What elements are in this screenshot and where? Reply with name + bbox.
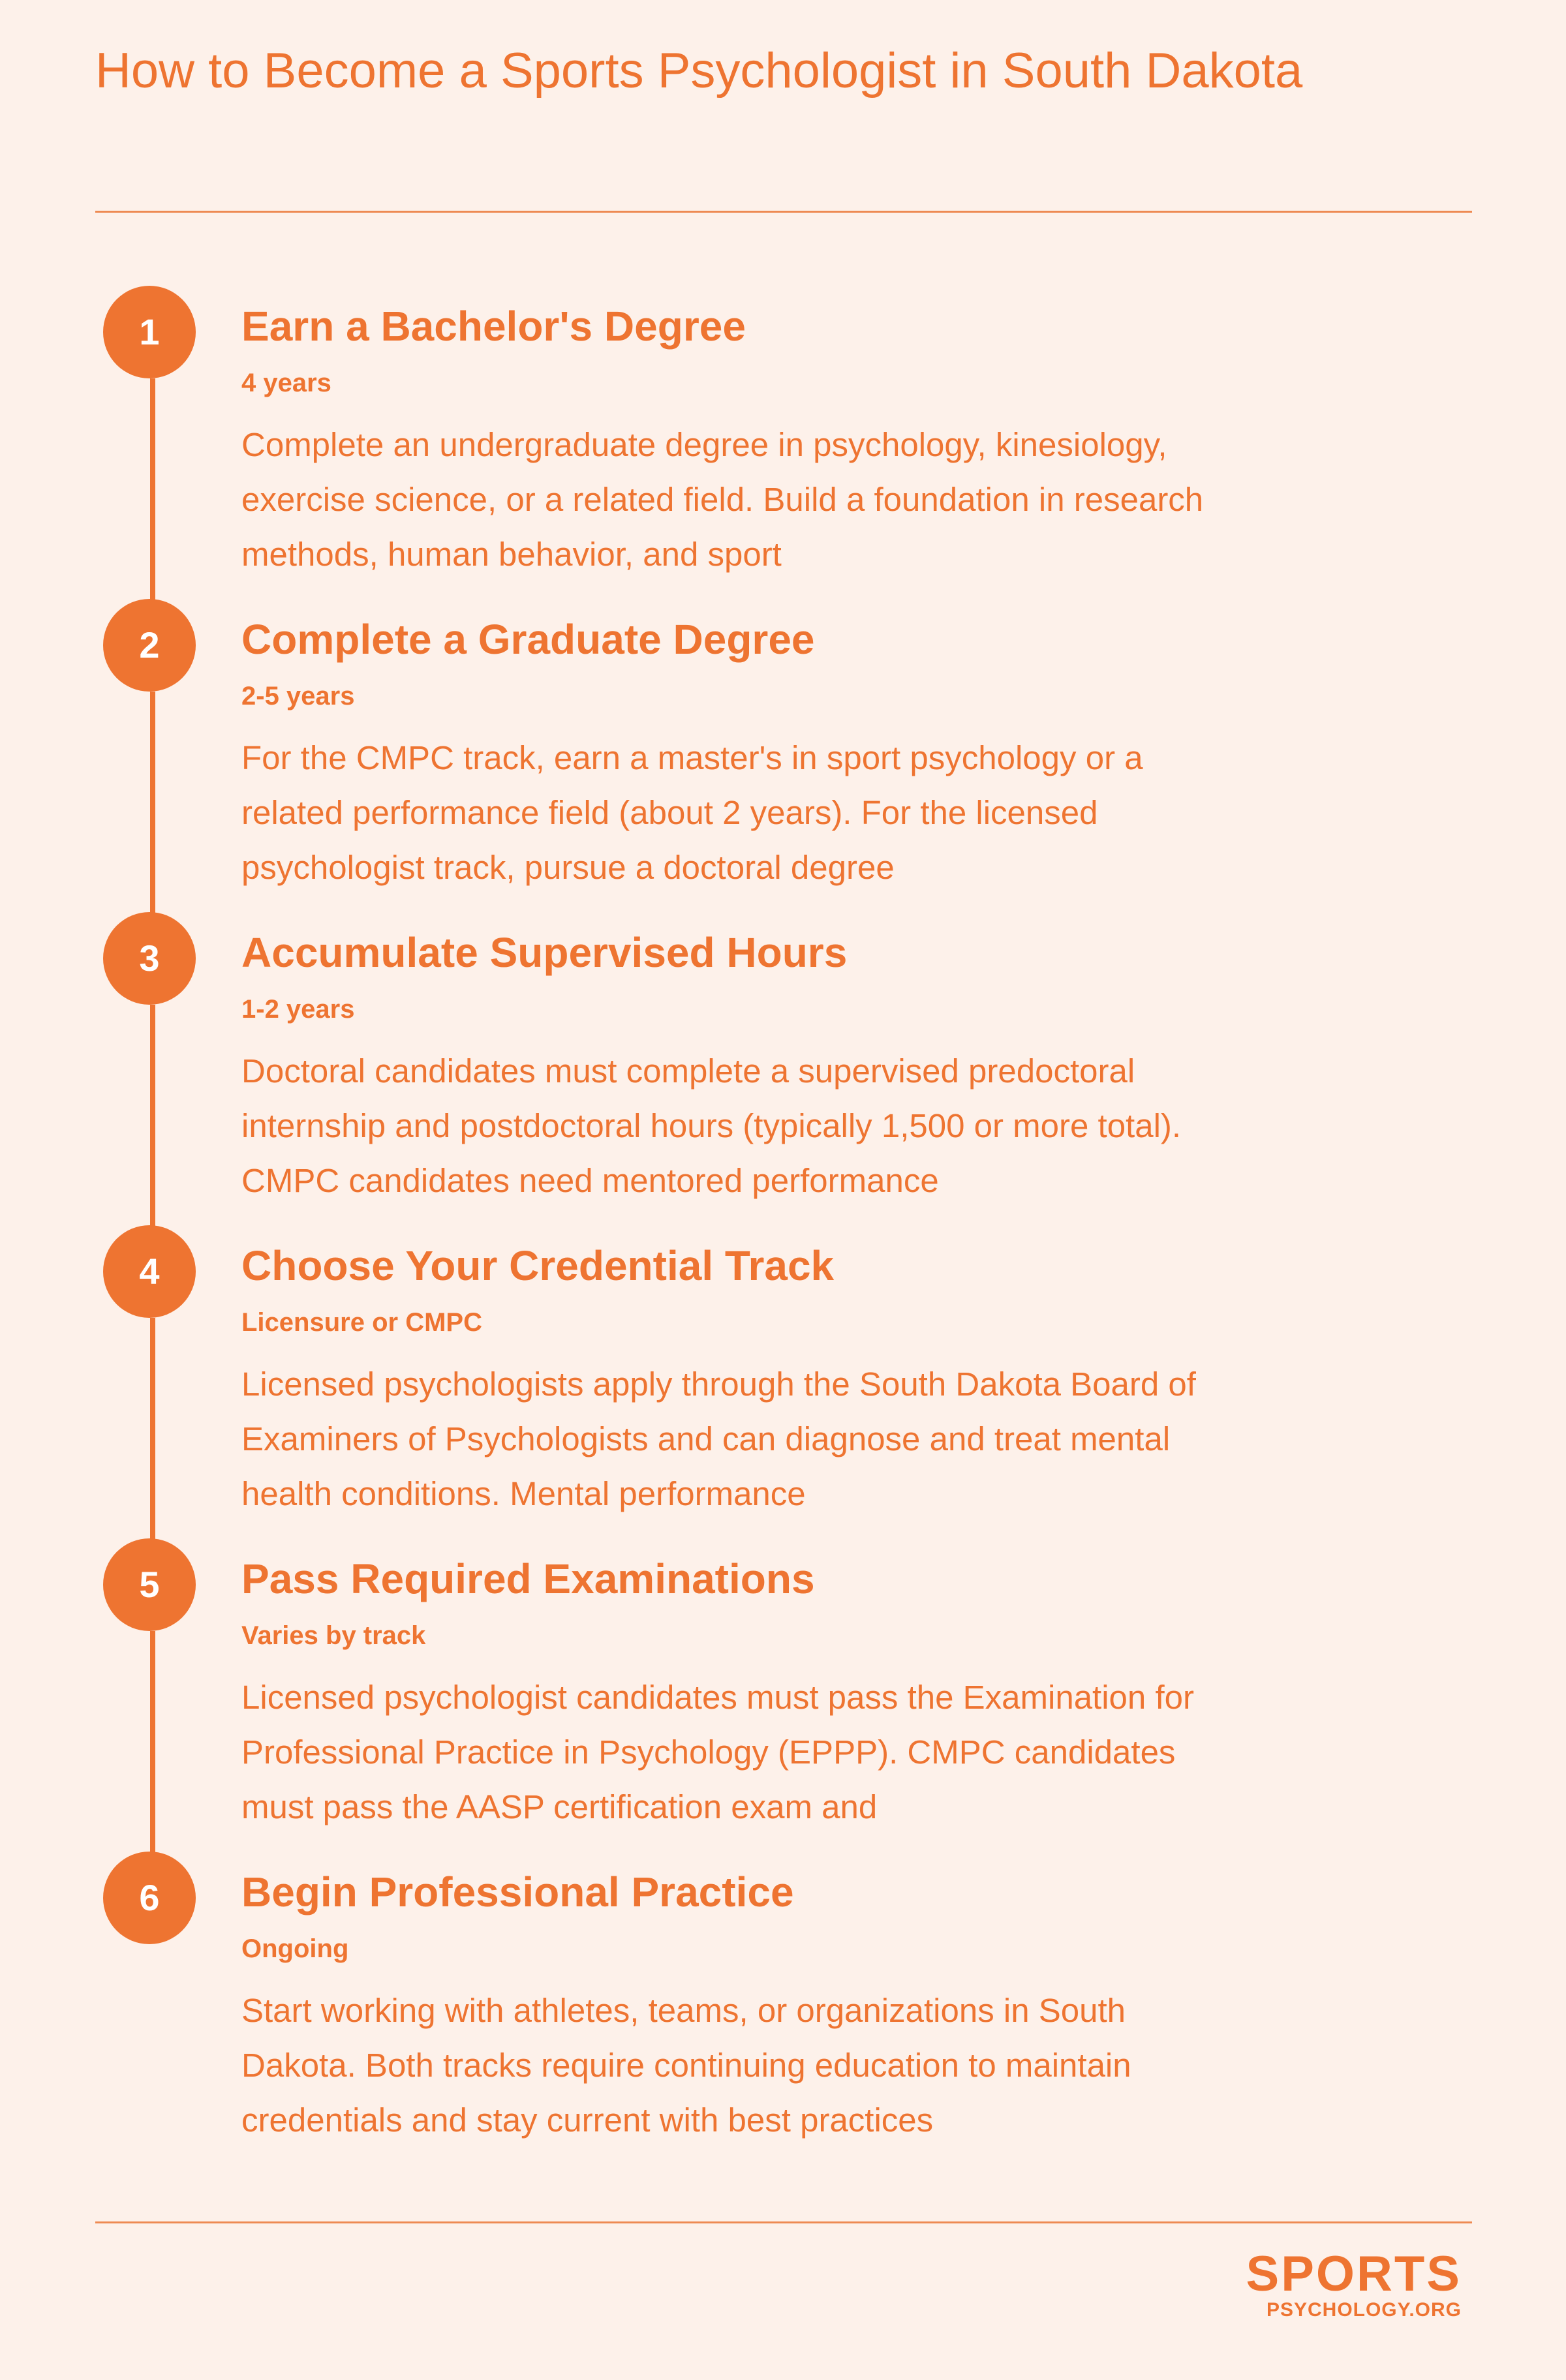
step-title: Pass Required Examinations bbox=[241, 1555, 815, 1602]
step-4 bbox=[95, 1221, 1335, 1528]
step-number-badge: 3 bbox=[103, 912, 196, 1005]
step-duration: Licensure or CMPC bbox=[241, 1308, 482, 1337]
step-title: Earn a Bachelor's Degree bbox=[241, 303, 746, 350]
step-description: For the CMPC track, earn a master's in sport psychology or a related performance field (about 2 years). For the licensed psychologist track, pursue a doctoral degree bbox=[241, 739, 1143, 886]
step-number-badge: 5 bbox=[103, 1538, 196, 1631]
step-5 bbox=[95, 1534, 1335, 1841]
step-title: Complete a Graduate Degree bbox=[241, 616, 815, 663]
page-title: How to Become a Sports Psychologist in South Dakota bbox=[95, 43, 1303, 99]
step-duration: 4 years bbox=[241, 369, 331, 397]
step-number-badge: 6 bbox=[103, 1852, 196, 1944]
step-6 bbox=[95, 1848, 1335, 2154]
logo-wordmark: SPORTS bbox=[1246, 2246, 1462, 2302]
step-description: Licensed psychologists apply through the South Dakota Board of Examiners of Psychologists and can diagnose and treat mental health conditions. Mental performance bbox=[241, 1365, 1196, 1512]
step-duration: 2-5 years bbox=[241, 682, 355, 710]
step-title: Accumulate Supervised Hours bbox=[241, 929, 848, 976]
step-description: Start working with athletes, teams, or organizations in South Dakota. Both tracks require continuing education to maintain credentials and stay current with best practices bbox=[241, 1992, 1131, 2139]
step-description: Complete an undergraduate degree in psychology, kinesiology, exercise science, or a related field. Build a foundation in research methods, human behavior, and sport bbox=[241, 426, 1204, 573]
step-number-badge: 1 bbox=[103, 286, 196, 378]
step-duration: Varies by track bbox=[241, 1621, 426, 1650]
step-description: Doctoral candidates must complete a supervised predoctoral internship and postdoctoral hours (typically 1,500 or more total). CMPC candidates need mentored performance bbox=[241, 1052, 1182, 1199]
step-2 bbox=[95, 595, 1335, 902]
step-number-badge: 4 bbox=[103, 1225, 196, 1318]
step-title: Choose Your Credential Track bbox=[241, 1242, 835, 1289]
step-number-badge: 2 bbox=[103, 599, 196, 692]
bottom-divider bbox=[95, 2221, 1472, 2223]
step-description: Licensed psychologist candidates must pass the Examination for Professional Practice in Psychology (EPPP). CMPC candidates must pass the AASP certification exam and bbox=[241, 1679, 1194, 1825]
step-duration: 1-2 years bbox=[241, 995, 355, 1024]
top-divider bbox=[95, 211, 1472, 213]
sports-psychology-logo bbox=[1227, 2246, 1462, 2328]
step-1 bbox=[95, 282, 1335, 588]
step-title: Begin Professional Practice bbox=[241, 1869, 794, 1915]
step-duration: Ongoing bbox=[241, 1934, 349, 1963]
logo-subtext: PSYCHOLOGY.ORG bbox=[1266, 2299, 1462, 2321]
step-3 bbox=[95, 908, 1335, 1215]
